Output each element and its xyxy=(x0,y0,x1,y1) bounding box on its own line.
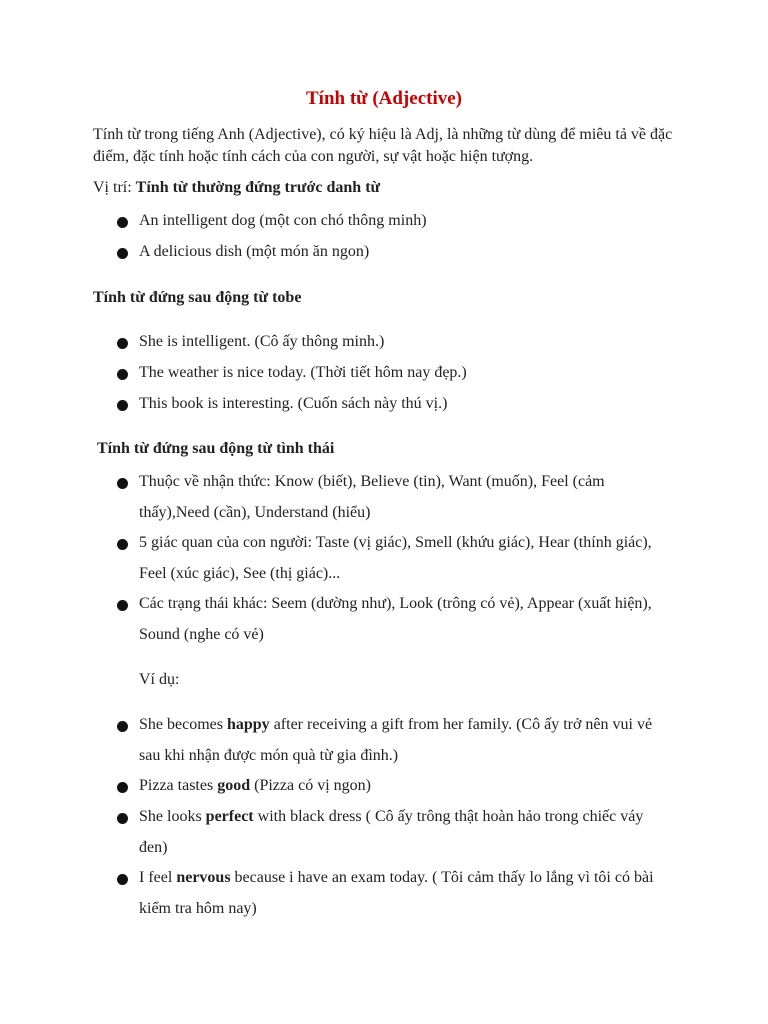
bullet-icon xyxy=(117,813,128,824)
list-item xyxy=(117,358,672,389)
highlighted-adjective: good xyxy=(217,777,251,794)
list-item xyxy=(117,589,672,650)
list-item xyxy=(117,710,672,771)
list-item xyxy=(117,802,672,863)
list-item-text: A delicious dish (một món ăn ngon) xyxy=(139,243,370,260)
example-label: Ví dụ: xyxy=(139,671,180,688)
section-heading-after-tobe: Tính từ đứng sau động từ tobe xyxy=(93,289,302,306)
list-item xyxy=(117,389,672,420)
bullet-icon xyxy=(117,782,128,793)
bullet-icon xyxy=(117,217,128,228)
list-item-text: Thuộc về nhận thức: Know (biết), Believe (tin), Want (muốn), Feel (cảm thấy),Need (cần), Understand (hiểu) xyxy=(139,473,605,521)
bullet-icon xyxy=(117,721,128,732)
list-item xyxy=(117,467,672,528)
list-item-text: She is intelligent. (Cô ấy thông minh.) xyxy=(139,333,385,350)
bullet-icon xyxy=(117,600,128,611)
bullet-icon xyxy=(117,874,128,885)
list-item xyxy=(117,771,672,802)
page-title: Tính từ (Adjective) xyxy=(306,88,462,109)
list-item-text: The weather is nice today. (Thời tiết hôm nay đẹp.) xyxy=(139,364,467,381)
list-item-text: Pizza tastes good (Pizza có vị ngon) xyxy=(139,777,371,794)
highlighted-adjective: happy xyxy=(226,716,270,733)
bullet-icon xyxy=(117,478,128,489)
bullet-icon xyxy=(117,248,128,259)
list-item xyxy=(117,528,672,589)
list-item xyxy=(117,327,672,358)
list-item xyxy=(117,863,672,924)
list-item-text: She looks perfect with black dress ( Cô ấy trông thật hoàn hảo trong chiếc váy đen) xyxy=(139,808,644,856)
intro-paragraph: Tính từ trong tiếng Anh (Adjective), có ký hiệu là Adj, là những từ dùng để miêu tả về đặc điểm, đặc tính hoặc tính cách của con người, sự vật hoặc hiện tượng. xyxy=(93,126,673,165)
bullet-icon xyxy=(117,369,128,380)
highlighted-adjective: nervous xyxy=(176,869,231,886)
list-item xyxy=(117,206,672,237)
list-item-text: This book is interesting. (Cuốn sách này thú vị.) xyxy=(139,395,448,412)
position-label: Vị trí: xyxy=(93,179,136,196)
position-line xyxy=(93,177,380,199)
bullet-icon xyxy=(117,338,128,349)
position-heading: Tính từ thường đứng trước danh từ xyxy=(135,179,381,196)
highlighted-adjective: perfect xyxy=(205,808,254,825)
list-item xyxy=(117,237,672,268)
list-item-text: Các trạng thái khác: Seem (dường như), Look (trông có vẻ), Appear (xuất hiện), Sound (nghe có vẻ) xyxy=(139,595,652,643)
list-item-text: She becomes happy after receiving a gift from her family. (Cô ấy trở nên vui vẻ sau khi nhận được món quà từ gia đình.) xyxy=(139,716,653,764)
bullet-icon xyxy=(117,400,128,411)
section-heading-after-stative: Tính từ đứng sau động từ tình thái xyxy=(97,440,335,457)
list-item-text: 5 giác quan của con người: Taste (vị giác), Smell (khứu giác), Hear (thính giác), Feel (xúc giác), See (thị giác)... xyxy=(139,534,652,582)
bullet-icon xyxy=(117,539,128,550)
list-item-text: I feel nervous because i have an exam today. ( Tôi cảm thấy lo lắng vì tôi có bài kiểm tra hôm nay) xyxy=(139,869,654,917)
list-item-text: An intelligent dog (một con chó thông minh) xyxy=(139,212,427,229)
